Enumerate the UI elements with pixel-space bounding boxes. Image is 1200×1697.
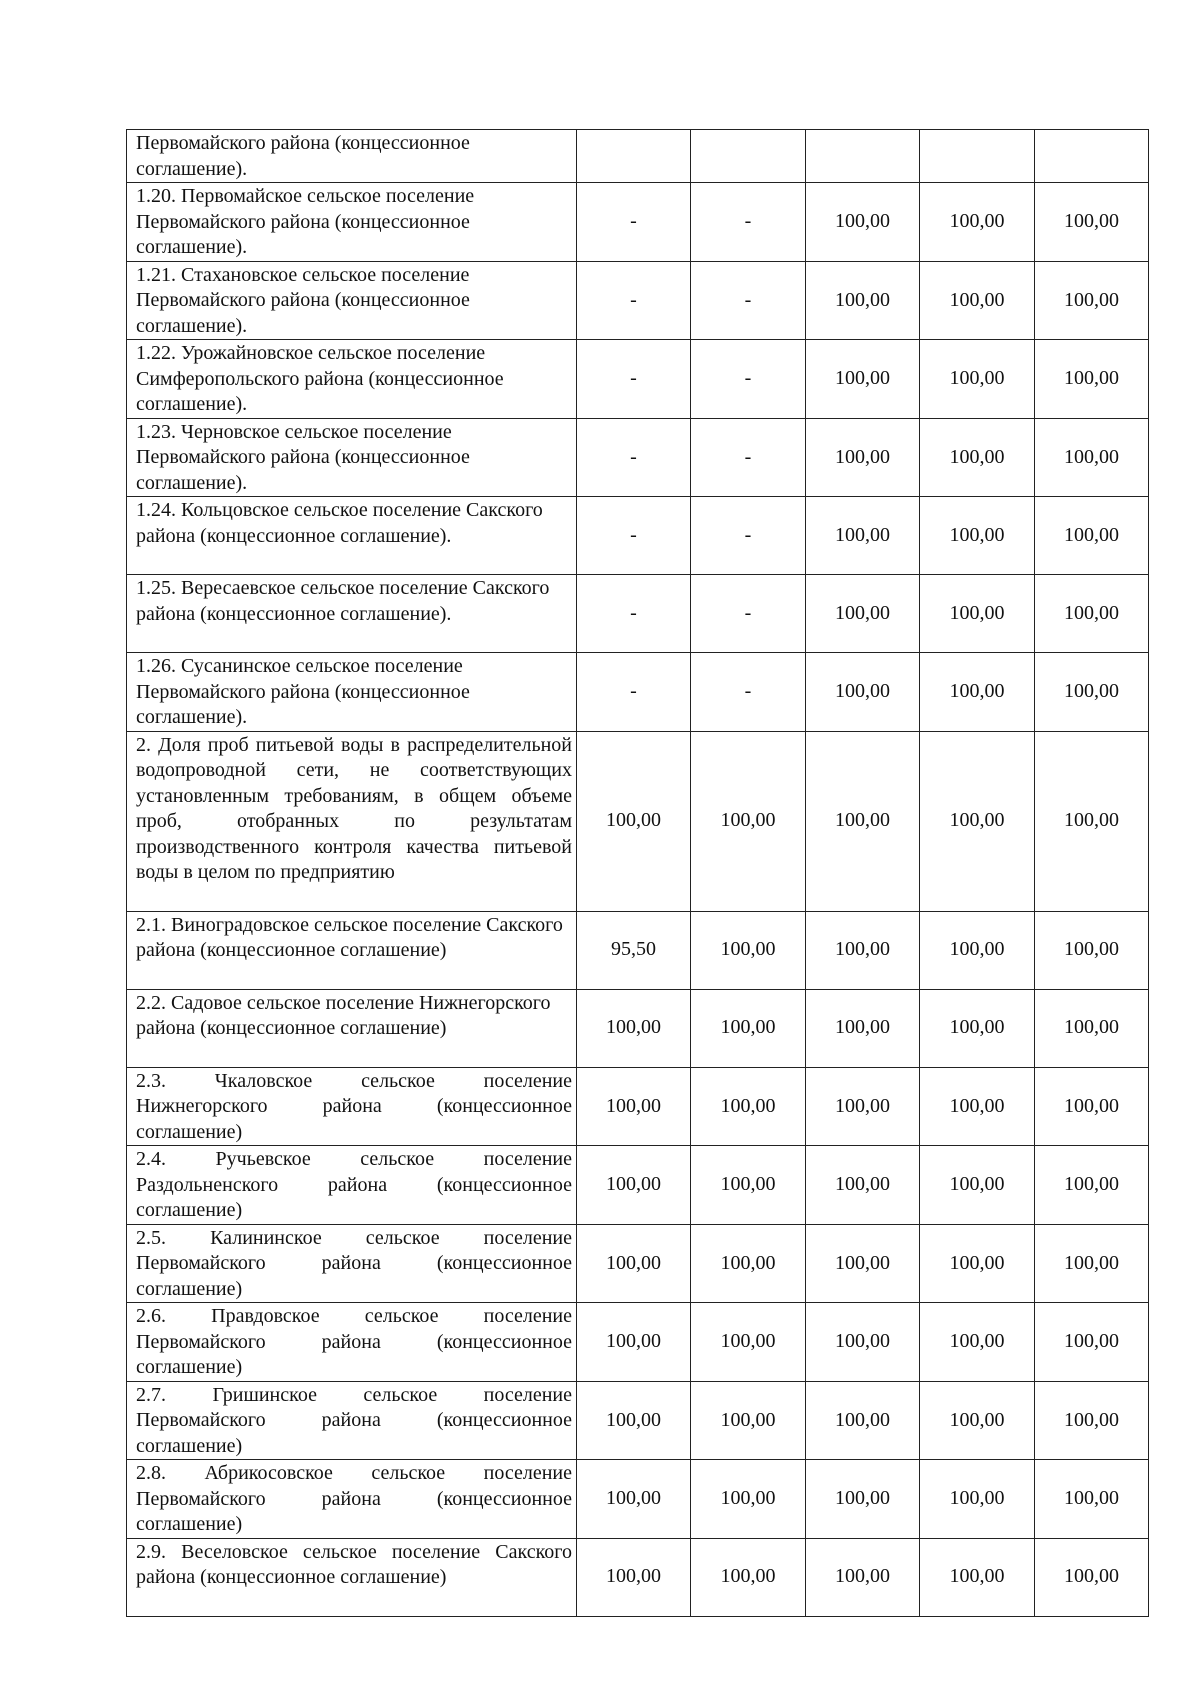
value-cell: 100,00 xyxy=(920,418,1035,497)
value-cell: 100,00 xyxy=(1035,261,1149,340)
value-cell: 100,00 xyxy=(1035,1224,1149,1303)
value-cell: 100,00 xyxy=(691,989,806,1067)
value-cell: 100,00 xyxy=(691,1067,806,1146)
table-row xyxy=(127,340,1149,419)
value-cell: 100,00 xyxy=(806,1303,920,1382)
table-row xyxy=(127,130,1149,183)
value-cell: 100,00 xyxy=(577,1538,691,1616)
value-cell: 100,00 xyxy=(920,989,1035,1067)
value-cell: 100,00 xyxy=(577,1381,691,1460)
value-cell: 100,00 xyxy=(806,731,920,911)
value-cell: 100,00 xyxy=(691,731,806,911)
value-cell: 100,00 xyxy=(691,1146,806,1225)
value-cell: 100,00 xyxy=(1035,340,1149,419)
indicator-table xyxy=(126,129,1149,1617)
table-row xyxy=(127,989,1149,1067)
value-cell: 100,00 xyxy=(806,1381,920,1460)
value-cell: 100,00 xyxy=(806,653,920,732)
value-cell: - xyxy=(577,183,691,262)
value-cell: 100,00 xyxy=(577,989,691,1067)
value-cell: 100,00 xyxy=(691,1303,806,1382)
value-cell: 100,00 xyxy=(577,1224,691,1303)
value-cell: 100,00 xyxy=(920,1146,1035,1225)
table-row xyxy=(127,1146,1149,1225)
value-cell: 100,00 xyxy=(920,731,1035,911)
row-label: 1.21. Стахановское сельское поселение Первомайского района (концессионное соглашение). xyxy=(127,261,577,340)
table-row xyxy=(127,911,1149,989)
value-cell xyxy=(920,130,1035,183)
table-row xyxy=(127,1538,1149,1616)
value-cell: 100,00 xyxy=(1035,653,1149,732)
table-body xyxy=(127,130,1149,1617)
value-cell: 100,00 xyxy=(920,261,1035,340)
value-cell: 100,00 xyxy=(1035,1067,1149,1146)
table-row xyxy=(127,497,1149,575)
value-cell: 100,00 xyxy=(806,497,920,575)
row-label: 2.1. Виноградовское сельское поселение Сакского района (концессионное соглашение) xyxy=(127,911,577,989)
value-cell: 100,00 xyxy=(920,653,1035,732)
table-row xyxy=(127,575,1149,653)
row-label: 1.26. Сусанинское сельское поселение Первомайского района (концессионное соглашение). xyxy=(127,653,577,732)
value-cell: 100,00 xyxy=(920,340,1035,419)
table-row xyxy=(127,261,1149,340)
value-cell: 100,00 xyxy=(577,1460,691,1539)
value-cell: 100,00 xyxy=(920,1381,1035,1460)
value-cell: 100,00 xyxy=(806,989,920,1067)
value-cell xyxy=(806,130,920,183)
value-cell: 100,00 xyxy=(920,1303,1035,1382)
value-cell: 100,00 xyxy=(1035,183,1149,262)
value-cell: 100,00 xyxy=(920,1067,1035,1146)
value-cell xyxy=(1035,130,1149,183)
value-cell: 95,50 xyxy=(577,911,691,989)
value-cell: 100,00 xyxy=(920,1460,1035,1539)
value-cell: 100,00 xyxy=(577,1303,691,1382)
value-cell: 100,00 xyxy=(1035,989,1149,1067)
row-label: 2.3. Чкаловское сельское поселение Нижнегорского района (концессионное соглашение) xyxy=(127,1067,577,1146)
value-cell: 100,00 xyxy=(806,911,920,989)
value-cell: 100,00 xyxy=(1035,731,1149,911)
value-cell: 100,00 xyxy=(1035,418,1149,497)
row-label: 2.6. Правдовское сельское поселение Первомайского района (концессионное соглашение) xyxy=(127,1303,577,1382)
value-cell: 100,00 xyxy=(1035,575,1149,653)
value-cell: 100,00 xyxy=(1035,911,1149,989)
value-cell: 100,00 xyxy=(920,911,1035,989)
value-cell: - xyxy=(577,340,691,419)
row-label: 1.22. Урожайновское сельское поселение Симферопольского района (концессионное соглашение). xyxy=(127,340,577,419)
value-cell: - xyxy=(691,340,806,419)
table-row xyxy=(127,653,1149,732)
value-cell: 100,00 xyxy=(806,261,920,340)
value-cell: 100,00 xyxy=(806,1067,920,1146)
value-cell: 100,00 xyxy=(577,1146,691,1225)
value-cell: 100,00 xyxy=(920,575,1035,653)
value-cell: - xyxy=(577,575,691,653)
value-cell xyxy=(691,130,806,183)
value-cell: 100,00 xyxy=(806,1224,920,1303)
value-cell: - xyxy=(577,261,691,340)
value-cell: 100,00 xyxy=(1035,1303,1149,1382)
value-cell: 100,00 xyxy=(806,1460,920,1539)
row-label: Первомайского района (концессионное соглашение). xyxy=(127,130,577,183)
row-label: 1.23. Черновское сельское поселение Первомайского района (концессионное соглашение). xyxy=(127,418,577,497)
value-cell: 100,00 xyxy=(920,1538,1035,1616)
table-row xyxy=(127,1303,1149,1382)
row-label: 2.5. Калининское сельское поселение Первомайского района (концессионное соглашение) xyxy=(127,1224,577,1303)
value-cell: - xyxy=(691,261,806,340)
table-row xyxy=(127,183,1149,262)
value-cell: 100,00 xyxy=(920,497,1035,575)
value-cell: 100,00 xyxy=(691,911,806,989)
value-cell: - xyxy=(691,575,806,653)
value-cell: 100,00 xyxy=(691,1460,806,1539)
value-cell: 100,00 xyxy=(920,183,1035,262)
value-cell: - xyxy=(577,497,691,575)
row-label: 2.7. Гришинское сельское поселение Первомайского района (концессионное соглашение) xyxy=(127,1381,577,1460)
row-label: 2.2. Садовое сельское поселение Нижнегорского района (концессионное соглашение) xyxy=(127,989,577,1067)
row-label: 2.9. Веселовское сельское поселение Сакского района (концессионное соглашение) xyxy=(127,1538,577,1616)
row-label: 2.4. Ручьевское сельское поселение Раздольненского района (концессионное соглашение) xyxy=(127,1146,577,1225)
row-label: 1.24. Кольцовское сельское поселение Сакского района (концессионное соглашение). xyxy=(127,497,577,575)
value-cell xyxy=(577,130,691,183)
value-cell: 100,00 xyxy=(1035,1460,1149,1539)
value-cell: 100,00 xyxy=(806,183,920,262)
value-cell: 100,00 xyxy=(1035,1538,1149,1616)
value-cell: 100,00 xyxy=(1035,1381,1149,1460)
value-cell: 100,00 xyxy=(806,340,920,419)
value-cell: 100,00 xyxy=(806,575,920,653)
value-cell: 100,00 xyxy=(691,1538,806,1616)
value-cell: - xyxy=(577,653,691,732)
table-row xyxy=(127,1460,1149,1539)
value-cell: 100,00 xyxy=(691,1381,806,1460)
table-row xyxy=(127,1224,1149,1303)
value-cell: - xyxy=(691,497,806,575)
value-cell: 100,00 xyxy=(806,418,920,497)
table-row xyxy=(127,1381,1149,1460)
table-row xyxy=(127,731,1149,911)
value-cell: - xyxy=(691,418,806,497)
row-label: 1.25. Вересаевское сельское поселение Сакского района (концессионное соглашение). xyxy=(127,575,577,653)
value-cell: 100,00 xyxy=(920,1224,1035,1303)
value-cell: - xyxy=(691,653,806,732)
value-cell: 100,00 xyxy=(1035,497,1149,575)
row-label: 2. Доля проб питьевой воды в распределительной водопроводной сети, не соответствующих установленным требованиям, в общем объеме проб, отобранных по результатам производственного контроля качества питьевой воды в целом по предприятию xyxy=(127,731,577,911)
value-cell: 100,00 xyxy=(1035,1146,1149,1225)
table-row xyxy=(127,1067,1149,1146)
table-row xyxy=(127,418,1149,497)
value-cell: 100,00 xyxy=(691,1224,806,1303)
value-cell: 100,00 xyxy=(806,1538,920,1616)
value-cell: - xyxy=(691,183,806,262)
value-cell: 100,00 xyxy=(577,1067,691,1146)
value-cell: - xyxy=(577,418,691,497)
value-cell: 100,00 xyxy=(577,731,691,911)
row-label: 2.8. Абрикосовское сельское поселение Первомайского района (концессионное соглашение) xyxy=(127,1460,577,1539)
value-cell: 100,00 xyxy=(806,1146,920,1225)
row-label: 1.20. Первомайское сельское поселение Первомайского района (концессионное соглашение). xyxy=(127,183,577,262)
